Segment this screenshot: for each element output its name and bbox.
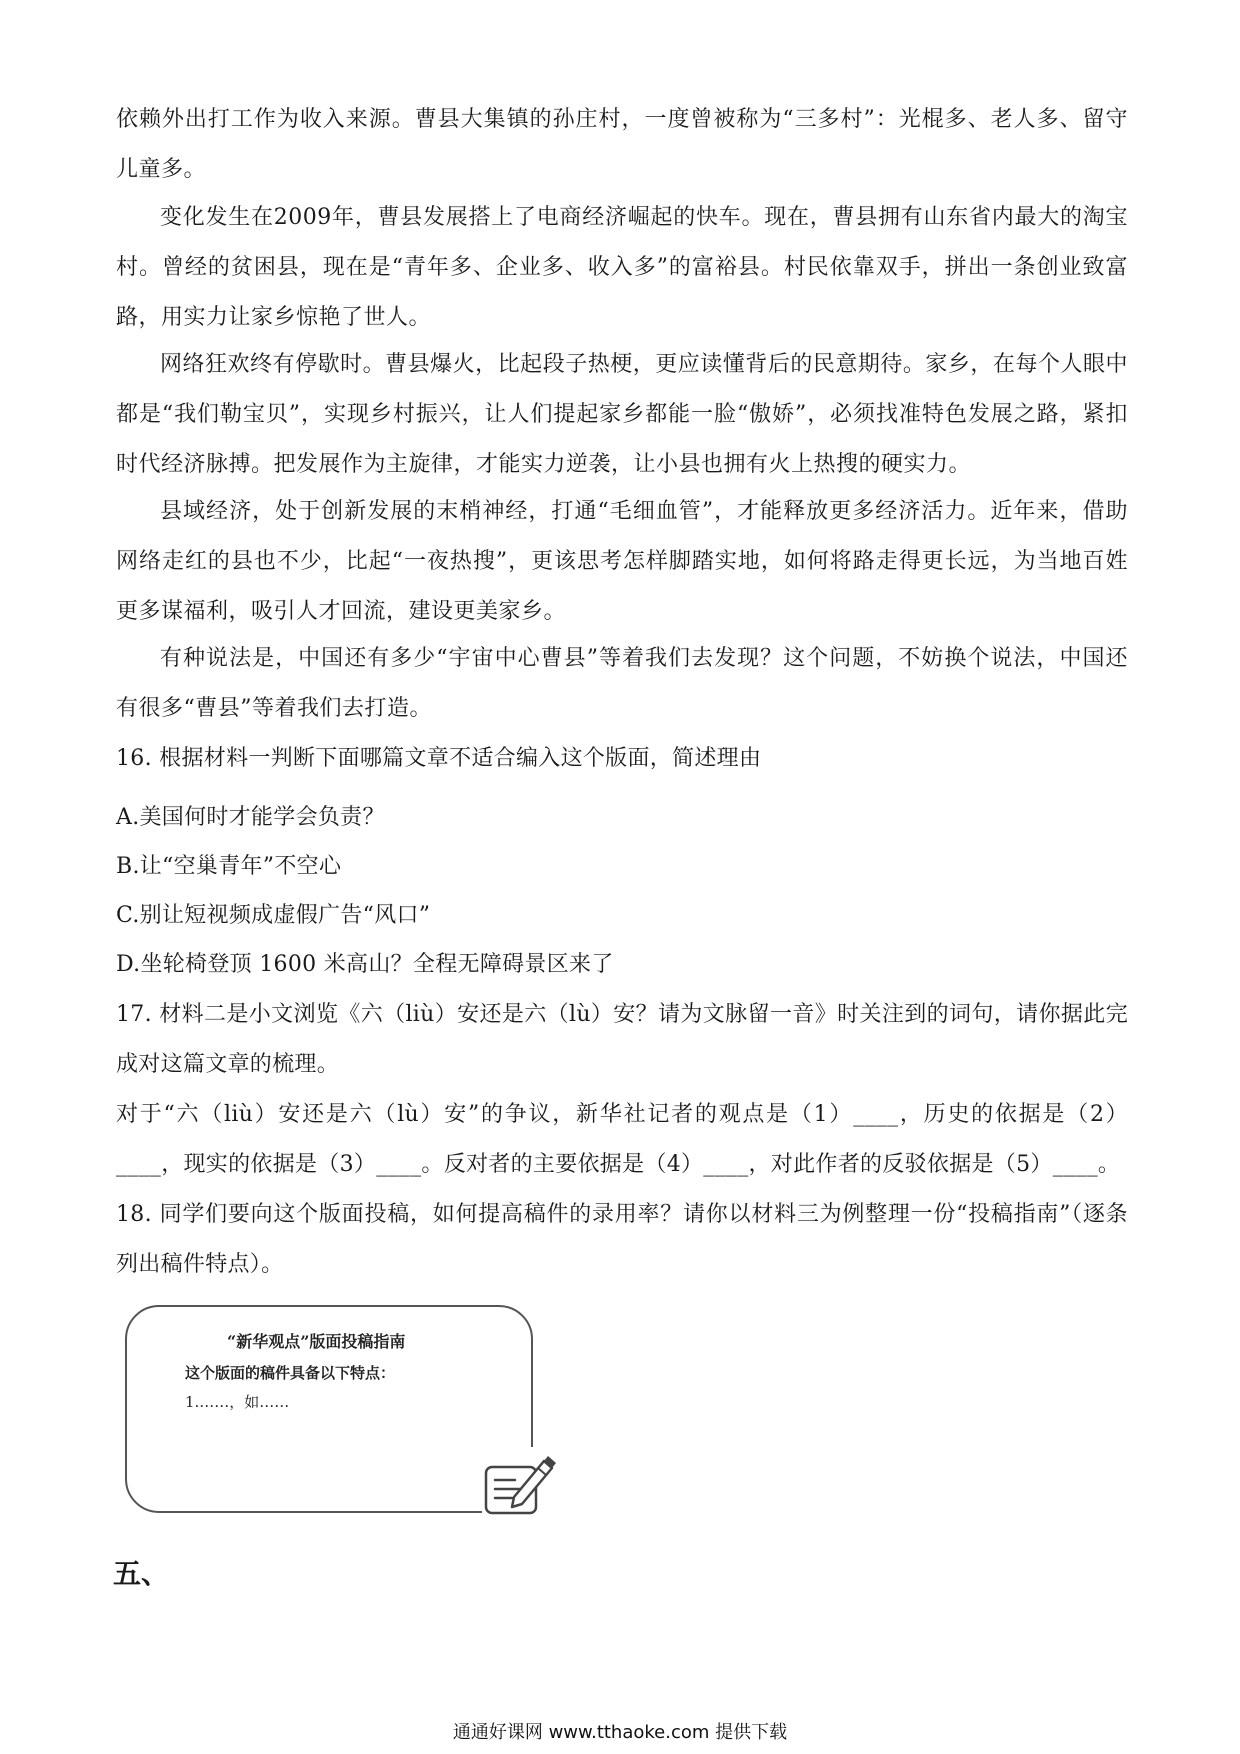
question-17-stem: 17. 材料二是小文浏览《六（liù）安还是六（lù）安？请为文脉留一音》时关注到的词句，请你据此完成对这篇文章的梳理。 [116, 1002, 1128, 1077]
section-heading: 五、 [113, 1557, 170, 1590]
question-16-option-b: B.让“空巢青年”不空心 [116, 854, 342, 879]
footer-credit: 通通好课网 www.tthaoke.com 提供下载 [452, 1722, 788, 1743]
passage-paragraph-1: 依赖外出打工作为收入来源。曹县大集镇的孙庄村，一度曾被称为“三多村”：光棍多、老人多、留守儿童多。 [116, 107, 1128, 182]
passage-paragraph-5: 有种说法是，中国还有多少“宇宙中心曹县”等着我们去发现？这个问题，不妨换个说法，中国还有很多“曹县”等着我们去打造。 [116, 646, 1128, 721]
passage-paragraph-3: 网络狂欢终有停歇时。曹县爆火，比起段子热梗，更应读懂背后的民意期待。家乡，在每个人眼中都是“我们勒宝贝”，实现乡村振兴，让人们提起家乡都能一脸“傲娇”，必须找准特色发展之路，紧扣时代经济脉搏。把发展作为主旋律，才能实力逆袭，让小县也拥有火上热搜的硬实力。 [116, 352, 1128, 477]
question-17-body: 对于“六（liù）安还是六（lù）安”的争议，新华社记者的观点是（1）____，历史的依据是（2）____，现实的依据是（3）____。反对者的主要依据是（4）____，对此作者的反驳依据是（5）____。 [116, 1102, 1128, 1177]
passage-paragraph-4: 县域经济，处于创新发展的末梢神经，打通“毛细血管”，才能释放更多经济活力。近年来，借助网络走红的县也不少，比起“一夜热搜”，更该思考怎样脚踏实地，如何将路走得更长远，为当地百姓更多谋福利，吸引人才回流，建设更美家乡。 [116, 499, 1128, 624]
question-16-option-d: D.坐轮椅登顶 1600 米高山？全程无障碍景区来了 [116, 952, 614, 977]
passage-paragraph-2: 变化发生在2009年，曹县发展搭上了电商经济崛起的快车。现在，曹县拥有山东省内最大的淘宝村。曾经的贫困县，现在是“青年多、企业多、收入多”的富裕县。村民依靠双手，拼出一条创业致富路，用实力让家乡惊艳了世人。 [116, 205, 1128, 330]
question-16-stem: 16. 根据材料一判断下面哪篇文章不适合编入这个版面，简述理由 [116, 746, 762, 771]
guide-item: 1.……，如…… [185, 1393, 290, 1411]
question-16-option-c: C.别让短视频成虚假广告“风口” [116, 903, 431, 928]
guide-title: “新华观点”版面投稿指南 [227, 1332, 406, 1351]
guide-subtitle: 这个版面的稿件具备以下特点： [185, 1364, 396, 1382]
submission-guide-card [125, 1305, 533, 1513]
notepad-pen-icon [482, 1447, 560, 1523]
question-18-stem: 18. 同学们要向这个版面投稿，如何提高稿件的录用率？请你以材料三为例整理一份“投稿指南”（逐条列出稿件特点）。 [116, 1202, 1128, 1277]
question-16-option-a: A.美国何时才能学会负责？ [116, 805, 385, 830]
